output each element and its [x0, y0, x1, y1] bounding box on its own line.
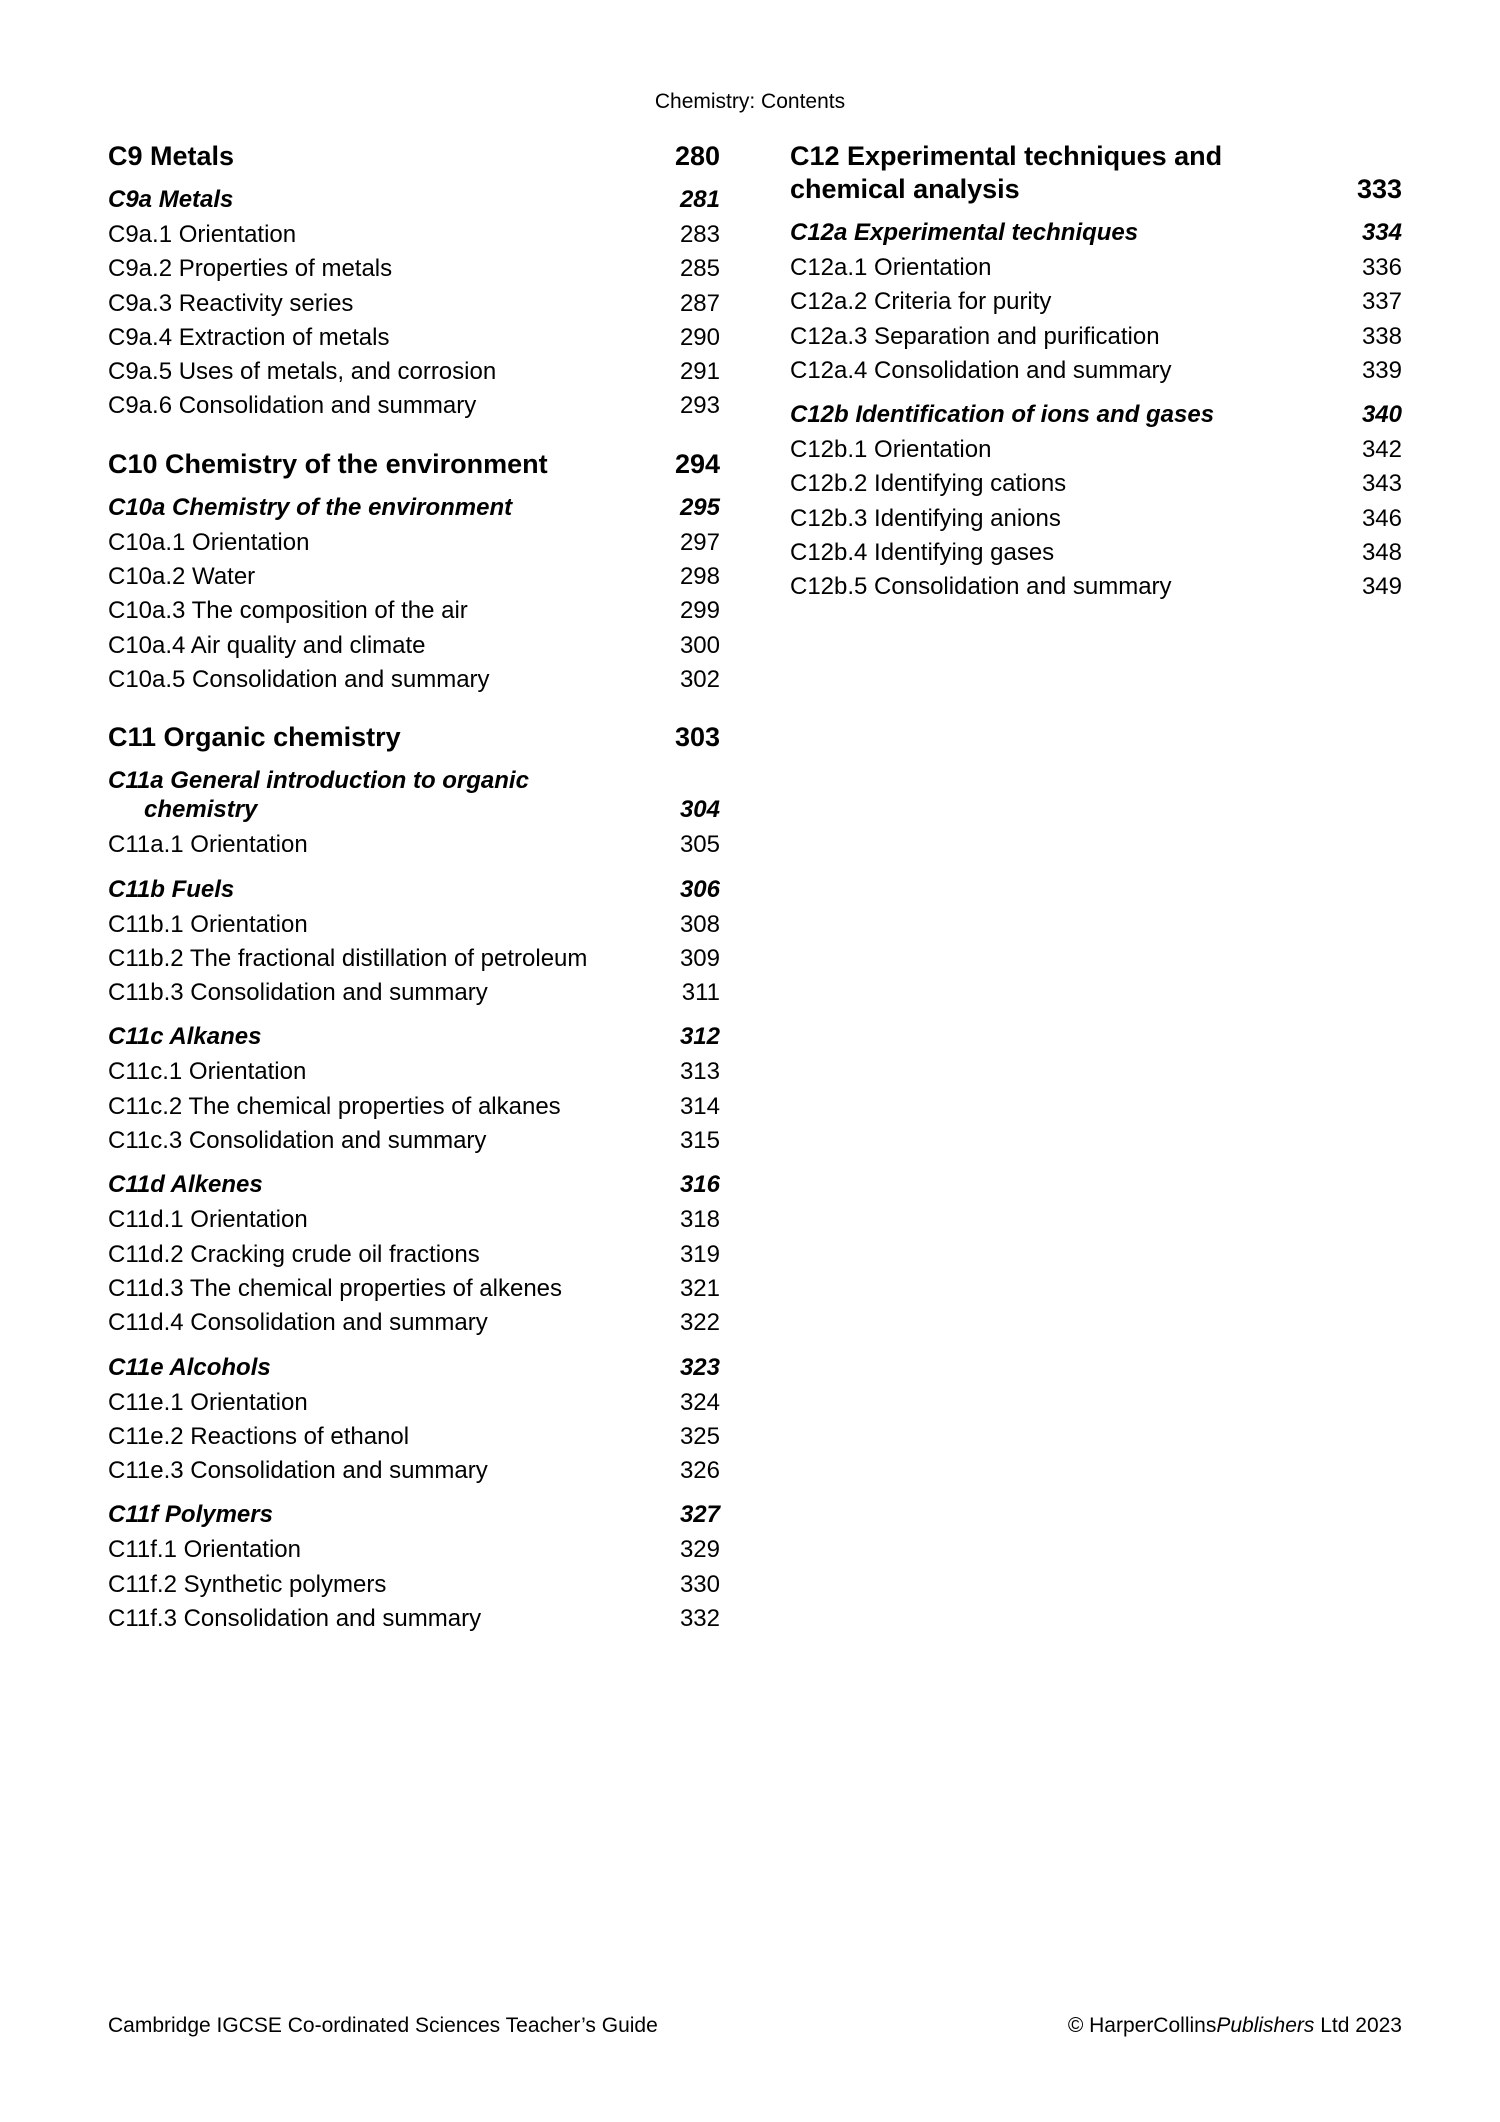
entry-title: C12b.3 Identifying anions [790, 504, 1061, 532]
section-page: 281 [679, 186, 720, 213]
contents-entry [790, 536, 1402, 570]
contents-entry [108, 1568, 720, 1602]
contents-entry [108, 908, 720, 942]
entry-title: C12a.2 Criteria for purity [790, 288, 1052, 316]
entry-title: C11b.1 Orientation [108, 910, 308, 938]
contents-entry [108, 355, 720, 389]
entry-title: C12b.1 Orientation [790, 436, 992, 464]
entry-page: 299 [679, 597, 720, 625]
contents-right-column [790, 140, 1402, 605]
entry-title: C11f.1 Orientation [108, 1536, 301, 1564]
section-title: C11d Alkenes [108, 1171, 263, 1199]
contents-entry [790, 502, 1402, 536]
chapter-page: 333 [1356, 174, 1402, 204]
section-heading [108, 1022, 720, 1051]
contents-entry [108, 1420, 720, 1454]
chapter-title: C12 Experimental techniques and chemical analysis [790, 141, 1223, 204]
section-heading [108, 185, 720, 214]
section-heading [790, 218, 1402, 247]
entry-page: 309 [679, 944, 720, 972]
section-page: 304 [679, 796, 720, 824]
section-title: C11f Polymers [108, 1501, 273, 1529]
entry-page: 293 [679, 392, 720, 420]
section-page: 323 [679, 1353, 720, 1381]
chapter-page: 280 [674, 141, 720, 171]
section-page: 312 [679, 1023, 720, 1051]
chapter-page: 294 [674, 448, 720, 479]
entry-title: C9a.1 Orientation [108, 221, 297, 248]
entry-title: C12b.4 Identifying gases [790, 539, 1055, 567]
section-heading [108, 1500, 720, 1529]
contents-entry [790, 570, 1402, 604]
entry-title: C10a.2 Water [108, 563, 256, 591]
contents-entry [790, 467, 1402, 501]
entry-page: 300 [679, 631, 720, 659]
contents-entry [108, 1272, 720, 1306]
entry-page: 324 [679, 1388, 720, 1416]
entry-title: C9a.4 Extraction of metals [108, 323, 390, 351]
entry-title: C10a.5 Consolidation and summary [108, 665, 490, 693]
entry-title: C11d.2 Cracking crude oil fractions [108, 1240, 480, 1268]
entry-page: 285 [679, 255, 720, 283]
entry-title: C10a.1 Orientation [108, 528, 310, 556]
entry-page: 342 [1361, 436, 1402, 464]
section-heading [108, 766, 720, 824]
entry-page: 330 [679, 1570, 720, 1598]
entry-title: C11d.1 Orientation [108, 1206, 308, 1234]
entry-page: 339 [1361, 356, 1402, 384]
entry-page: 332 [679, 1605, 720, 1633]
entry-page: 325 [679, 1422, 720, 1450]
contents-entry [108, 218, 720, 252]
contents-entry [108, 1055, 720, 1089]
contents-entry [108, 1238, 720, 1272]
contents-entry [108, 594, 720, 628]
entry-title: C11f.2 Synthetic polymers [108, 1570, 387, 1598]
chapter-heading [108, 140, 720, 173]
contents-entry [108, 287, 720, 321]
entry-page: 349 [1361, 573, 1402, 601]
contents-entry [108, 1454, 720, 1488]
contents-entry [108, 560, 720, 594]
chapter-page: 303 [674, 722, 720, 753]
entry-title: C10a.4 Air quality and climate [108, 631, 426, 659]
entry-page: 302 [679, 665, 720, 693]
contents-entry [108, 1386, 720, 1420]
entry-page: 336 [1361, 254, 1402, 281]
entry-page: 290 [679, 323, 720, 351]
entry-title: C12b.2 Identifying cations [790, 470, 1067, 498]
chapter-title: C10 Chemistry of the environment [108, 448, 548, 479]
entry-page: 283 [679, 221, 720, 248]
contents-entry [108, 1203, 720, 1237]
footer-copyright-prefix: © HarperCollins [1067, 2014, 1217, 2037]
section-title: C11c Alkanes [108, 1023, 262, 1051]
entry-title: C11c.3 Consolidation and summary [108, 1127, 487, 1155]
entry-title: C11e.3 Consolidation and summary [108, 1457, 488, 1485]
entry-page: 314 [679, 1092, 720, 1120]
entry-page: 338 [1361, 322, 1402, 350]
entry-title: C12a.1 Orientation [790, 254, 992, 281]
section-heading [108, 493, 720, 522]
footer-copyright-suffix: Ltd 2023 [1314, 2014, 1402, 2037]
chapter-heading [108, 448, 720, 481]
contents-left-column [108, 140, 720, 1636]
entry-page: 348 [1361, 539, 1402, 567]
contents-entry [108, 1602, 720, 1636]
entry-page: 305 [679, 831, 720, 859]
entry-title: C11b.3 Consolidation and summary [108, 979, 488, 1007]
section-heading [790, 400, 1402, 429]
contents-entry [790, 251, 1402, 285]
entry-page: 343 [1361, 470, 1402, 498]
entry-page: 329 [679, 1536, 720, 1564]
entry-title: C11b.2 The fractional distillation of petroleum [108, 944, 588, 972]
entry-title: C9a.3 Reactivity series [108, 289, 354, 317]
contents-entry [108, 1306, 720, 1340]
entry-title: C11c.1 Orientation [108, 1058, 307, 1086]
section-title: C10a Chemistry of the environment [108, 493, 513, 521]
section-page: 327 [679, 1501, 720, 1529]
entry-title: C11a.1 Orientation [108, 831, 308, 859]
footer-copyright [1068, 2014, 1402, 2038]
footer-book-title: Cambridge IGCSE Co-ordinated Sciences Teacher’s Guide [108, 2014, 658, 2037]
chapter-heading [790, 140, 1402, 206]
entry-page: 308 [679, 910, 720, 938]
section-page: 334 [1361, 219, 1402, 246]
entry-title: C11d.3 The chemical properties of alkenes [108, 1274, 563, 1302]
section-title: C9a Metals [108, 186, 234, 213]
contents-entry [108, 1124, 720, 1158]
contents-entry [108, 942, 720, 976]
entry-title: C12a.4 Consolidation and summary [790, 356, 1172, 384]
section-title: C12b Identification of ions and gases [790, 401, 1215, 429]
entry-page: 287 [679, 289, 720, 317]
section-title: C12a Experimental techniques [790, 219, 1139, 246]
entry-page: 313 [679, 1058, 720, 1086]
entry-page: 319 [679, 1240, 720, 1268]
entry-title: C9a.5 Uses of metals, and corrosion [108, 358, 497, 386]
contents-entry [108, 252, 720, 286]
chapter-title: C11 Organic chemistry [108, 722, 401, 753]
footer-copyright-italic: Publishers [1216, 2014, 1315, 2037]
section-title: C11b Fuels [108, 875, 235, 903]
section-heading [108, 1353, 720, 1382]
section-title: C11a General introduction to organic chemistry [108, 767, 529, 824]
entry-page: 291 [679, 358, 720, 386]
entry-page: 315 [679, 1127, 720, 1155]
entry-title: C11e.1 Orientation [108, 1388, 308, 1416]
entry-page: 297 [679, 528, 720, 556]
entry-page: 311 [681, 979, 720, 1007]
entry-title: C11e.2 Reactions of ethanol [108, 1422, 410, 1450]
entry-title: C9a.2 Properties of metals [108, 255, 393, 283]
page-header: Chemistry: Contents [654, 90, 846, 113]
contents-entry [108, 1533, 720, 1567]
section-page: 306 [679, 875, 720, 903]
entry-page: 326 [679, 1457, 720, 1485]
entry-title: C11d.4 Consolidation and summary [108, 1309, 488, 1337]
section-heading [108, 1170, 720, 1199]
entry-page: 318 [679, 1206, 720, 1234]
entry-title: C11c.2 The chemical properties of alkanes [108, 1092, 561, 1120]
section-title: C11e Alcohols [108, 1353, 271, 1381]
contents-entry [790, 433, 1402, 467]
entry-page: 298 [679, 563, 720, 591]
contents-entry [108, 389, 720, 423]
entry-title: C10a.3 The composition of the air [108, 597, 468, 625]
entry-page: 322 [679, 1309, 720, 1337]
contents-entry [790, 320, 1402, 354]
entry-page: 346 [1361, 504, 1402, 532]
contents-entry [108, 663, 720, 697]
contents-entry [108, 1090, 720, 1124]
contents-entry [108, 321, 720, 355]
entry-title: C11f.3 Consolidation and summary [108, 1605, 482, 1633]
entry-page: 321 [679, 1274, 720, 1302]
section-page: 316 [679, 1171, 720, 1199]
section-page: 295 [679, 493, 720, 521]
entry-title: C9a.6 Consolidation and summary [108, 392, 477, 420]
contents-entry [108, 629, 720, 663]
chapter-title: C9 Metals [108, 141, 235, 171]
entry-page: 337 [1361, 288, 1402, 316]
entry-title: C12b.5 Consolidation and summary [790, 573, 1172, 601]
contents-entry [108, 828, 720, 862]
contents-entry [790, 285, 1402, 319]
entry-title: C12a.3 Separation and purification [790, 322, 1160, 350]
contents-entry [108, 526, 720, 560]
section-heading [108, 875, 720, 904]
chapter-heading [108, 721, 720, 754]
contents-entry [108, 976, 720, 1010]
contents-entry [790, 354, 1402, 388]
section-page: 340 [1361, 401, 1402, 429]
